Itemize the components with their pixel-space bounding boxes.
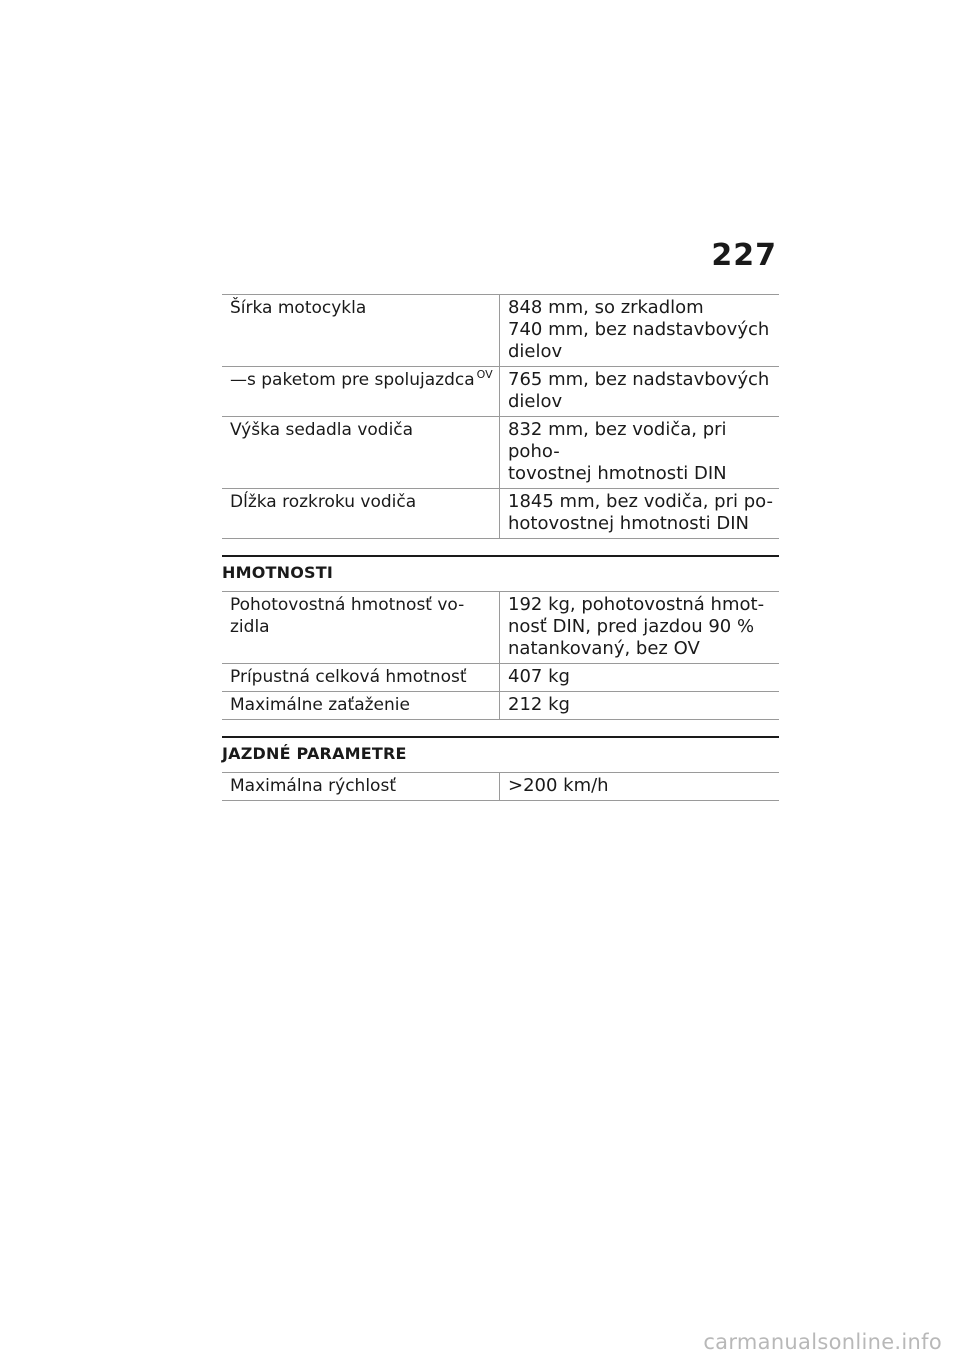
table-row [222, 664, 779, 692]
row-value: 1845 mm, bez vodiča, pri po- hotovostnej hmotnosti DIN [508, 491, 773, 534]
row-label: Maximálne zaťaženie [230, 695, 410, 715]
section-heading-performance: JAZDNÉ PARAMETRE [222, 736, 779, 772]
row-value: 765 mm, bez nadstavbových dielov [508, 369, 770, 412]
section-heading-weights: HMOTNOSTI [222, 555, 779, 591]
table-row [222, 417, 779, 489]
weights-table [222, 591, 779, 720]
row-value: 848 mm, so zrkadlom 740 mm, bez nadstavbových dielov [508, 297, 770, 362]
performance-table [222, 772, 779, 801]
table-row [222, 592, 779, 664]
dimensions-table [222, 294, 779, 539]
row-value: 192 kg, pohotovostná hmot- nosť DIN, pred jazdou 90 % natankovaný, bez OV [508, 594, 765, 659]
watermark: carmanualsonline.info [703, 1330, 942, 1354]
row-value: 407 kg [508, 666, 570, 687]
row-label: Maximálna rýchlosť [230, 776, 396, 796]
table-row [222, 295, 779, 367]
row-value: >200 km/h [508, 775, 609, 796]
row-label: Prípustná celková hmotnosť [230, 667, 467, 687]
table-row [222, 692, 779, 720]
row-value: 832 mm, bez vodiča, pri poho- tovostnej hmotnosti DIN [508, 419, 727, 484]
row-label: Dĺžka rozkroku vodiča [230, 492, 417, 512]
row-label: Pohotovostná hmotnosť vo- zidla [230, 595, 465, 637]
spec-content [222, 294, 779, 801]
row-label: —s paketom pre spolujazdca [230, 370, 475, 390]
row-value: 212 kg [508, 694, 570, 715]
table-row [222, 489, 779, 539]
footnote-superscript: OV [476, 368, 493, 382]
row-label: Šírka motocykla [230, 298, 367, 318]
table-row [222, 773, 779, 801]
table-row [222, 367, 779, 417]
page-number: 227 [711, 238, 777, 273]
row-label: Výška sedadla vodiča [230, 420, 414, 440]
